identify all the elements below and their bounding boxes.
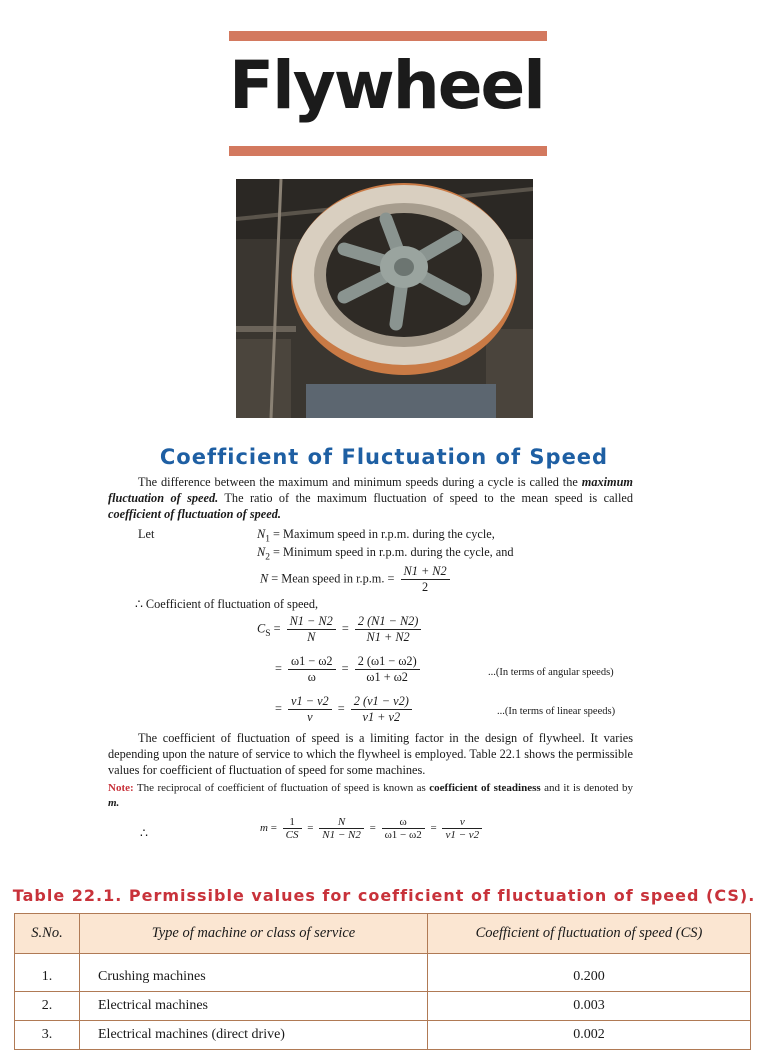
cs-equation-linear: = $\frac{v1 - v2}{v}$ = $\frac{2 (v1 - v2)}{v1 + v2}$: [275, 694, 415, 725]
definition-n1: $N_1$ = Maximum speed in r.p.m. during the cycle,: [257, 527, 495, 545]
cs-equation-speeds: $C_S$ = $\frac{N1 - N2}{N}$ = $\frac{2 (N1 - N2)}{N1 + N2}$: [257, 614, 424, 645]
intro-paragraph: [108, 474, 633, 522]
table-caption: Table 22.1. Permissible values for coefficient of fluctuation of speed (CS).: [12, 886, 756, 905]
definition-mean-speed: N = Mean speed in r.p.m. = $\frac{N1 + N2}{2}$: [260, 564, 453, 595]
limiting-factor-paragraph: The coefficient of fluctuation of speed is a limiting factor in the design of flywheel. It varies depending upon the nature of service to which the flywheel is employed. Table 22.1 shows the permissible values for coefficient of fluctuation of speed for some machines.: [108, 731, 633, 777]
header-machine-type: Type of machine or class of service: [80, 914, 428, 954]
flywheel-photo: [236, 179, 533, 418]
cell-value: 0.003: [428, 992, 751, 1021]
permissible-values-table: [14, 913, 751, 1050]
intro-part2: The ratio of the maximum fluctuation of speed to the mean speed is called: [218, 491, 633, 505]
table-header-row: [15, 914, 751, 954]
cell-sno: 1.: [15, 954, 80, 992]
page-title: Flywheel: [229, 47, 544, 124]
therefore-line: ∴ Coefficient of fluctuation of speed,: [135, 597, 319, 611]
definition-n2: $N_2$ = Minimum speed in r.p.m. during the cycle, and: [257, 545, 514, 563]
section-heading: Coefficient of Fluctuation of Speed: [159, 445, 609, 469]
header-sno: S.No.: [15, 914, 80, 954]
cell-type: Electrical machines: [80, 992, 428, 1021]
header-coefficient: Coefficient of fluctuation of speed (CS): [428, 914, 751, 954]
cell-type: Crushing machines: [80, 954, 428, 992]
cell-sno: 3.: [15, 1021, 80, 1050]
mean-speed-fraction: $\frac{N1 + N2}{2}$: [401, 564, 450, 595]
table-row: [15, 1021, 751, 1050]
cell-sno: 2.: [15, 992, 80, 1021]
table-row: [15, 954, 751, 992]
term-coefficient: coefficient of fluctuation of speed.: [108, 507, 281, 521]
steadiness-therefore: ∴: [140, 826, 148, 840]
intro-part1: The difference between the maximum and minimum speeds during a cycle is called the: [138, 475, 582, 489]
title-bottom-rule: [229, 146, 547, 156]
note-paragraph: Note: The reciprocal of coefficient of fluctuation of speed is known as coefficient of steadiness and it is denoted by m.: [108, 782, 633, 809]
cell-value: 0.200: [428, 954, 751, 992]
term-maximum-fluctuation: maximum fluctuation of speed.: [108, 475, 633, 505]
cell-value: 0.002: [428, 1021, 751, 1050]
angular-speeds-note: ...(In terms of angular speeds): [488, 667, 614, 678]
cell-type: Electrical machines (direct drive): [80, 1021, 428, 1050]
steadiness-equation: m = $\frac{1}{CS}$ = $\frac{N}{N1 - N2}$ = $\frac{\omega}{\omega 1 - \omega 2}$ = $\frac{v}{v1 - v2}$: [260, 816, 485, 841]
flywheel-illustration: [236, 179, 533, 418]
term-coefficient-of-steadiness: coefficient of steadiness: [429, 782, 541, 794]
table-row: [15, 992, 751, 1021]
let-label: Let: [138, 527, 155, 541]
note-label: Note:: [108, 782, 134, 794]
linear-speeds-note: ...(In terms of linear speeds): [497, 706, 616, 717]
title-top-rule: [229, 31, 547, 41]
cs-equation-angular: = $\frac{\omega 1 - \omega 2}{\omega}$ = $\frac{2 (\omega 1 - \omega 2)}{\omega 1 + \omega 2}$: [275, 654, 423, 685]
